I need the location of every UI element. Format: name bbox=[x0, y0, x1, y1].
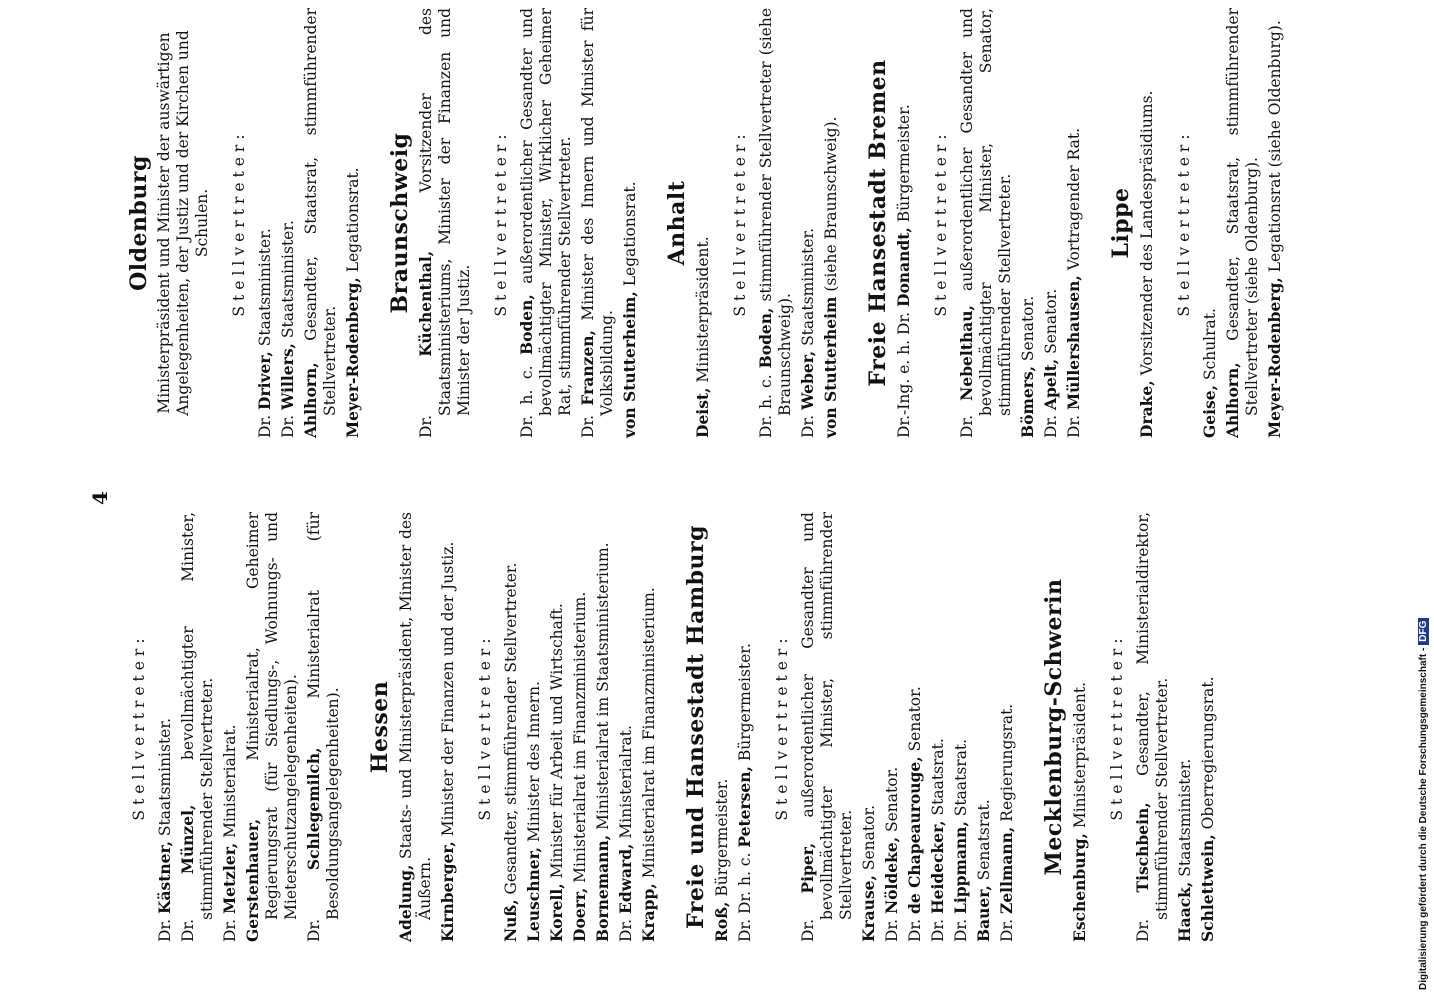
person-name: Meyer-Rodenberg, bbox=[1265, 277, 1284, 438]
person-entry bbox=[1265, 8, 1285, 438]
person-name: Adelung, bbox=[396, 864, 415, 942]
person-name: Bömers, bbox=[1018, 366, 1037, 438]
person-title: Ministerialrat im Staatsministerium. bbox=[594, 542, 612, 835]
entry-prefix: Dr. bbox=[256, 410, 274, 438]
person-title: Ministerialrat (für Besoldungsangelegenheiten). bbox=[305, 512, 342, 920]
person-entry bbox=[951, 512, 971, 942]
person-name: Lippmann, bbox=[951, 821, 970, 914]
person-title: Bürgermeister. bbox=[895, 104, 913, 228]
person-entry bbox=[1018, 8, 1038, 438]
person-name: Müllershausen, bbox=[1064, 275, 1083, 410]
deputies-subheading: Stellvertreter: bbox=[130, 633, 148, 821]
person-entry bbox=[693, 8, 713, 438]
person-title: Vortragender Rat. bbox=[1065, 127, 1083, 276]
entry-prefix: Dr. bbox=[1042, 410, 1060, 438]
person-name: Weber, bbox=[798, 350, 817, 410]
person-title: Ministerialrat im Finanzministerium. bbox=[640, 587, 658, 884]
person-title: Minister für Arbeit und Wirtschaft. bbox=[548, 603, 566, 884]
person-title: stimmführender Stellvertreter (siehe Braunschweig). bbox=[757, 8, 794, 416]
person-entry bbox=[798, 512, 856, 942]
person-title: Ministerpräsident. bbox=[694, 236, 712, 388]
person-title: Staatsminister. bbox=[256, 228, 274, 352]
person-name: Boden, bbox=[756, 307, 775, 369]
person-name: Edward, bbox=[616, 843, 635, 914]
person-name: Korell, bbox=[547, 883, 566, 942]
person-title: Staatsminister. bbox=[279, 220, 297, 344]
person-entry bbox=[255, 8, 275, 438]
entry-prefix: Dr. bbox=[1065, 410, 1083, 438]
deputies-subheading: Stellvertreter: bbox=[731, 129, 749, 317]
section-heading: Hessen bbox=[367, 680, 393, 774]
person-title: Ministerialrat im Finanzministerium. bbox=[571, 591, 589, 888]
person-name: Bornemann, bbox=[593, 834, 612, 942]
person-entry bbox=[1133, 512, 1172, 942]
person-title: Ministerialrat, Geheimer Regierungsrat (für Siedlungs-, Wohnungs- und Mieterschutzangelegenheiten). bbox=[244, 512, 300, 920]
section-heading: Oldenburg bbox=[126, 155, 152, 291]
person-entry bbox=[301, 8, 340, 438]
person-title: Gesandter, Staatsrat, stimmführender Stellvertreter. bbox=[302, 8, 339, 416]
person-entry bbox=[524, 512, 544, 942]
person-name: Ahlhorn, bbox=[1223, 362, 1242, 438]
person-title: Minister der Finanzen und der Justiz. bbox=[439, 541, 457, 842]
entry-prefix: Dr. bbox=[952, 914, 970, 942]
entry-prefix: Dr. bbox=[883, 914, 901, 942]
entry-prefix: Dr. bbox=[929, 914, 947, 942]
entry-prefix: Dr. bbox=[305, 870, 323, 942]
person-title: Senator. bbox=[883, 766, 901, 837]
entry-prefix: Dr.-Ing. e. h. Dr. bbox=[895, 306, 913, 438]
dfg-logo: DFG bbox=[1418, 618, 1429, 645]
person-name: Kirnberger, bbox=[438, 841, 457, 942]
section-heading: Freie Hansestadt Bremen bbox=[865, 59, 891, 387]
deputies-subheading: Stellvertreter: bbox=[1175, 129, 1193, 317]
person-name: Küchenthal, bbox=[416, 250, 435, 357]
person-name: Schlettwein, bbox=[1198, 834, 1217, 942]
entry-prefix: Dr. bbox=[179, 874, 197, 942]
person-entry bbox=[178, 512, 217, 942]
person-entry bbox=[620, 8, 640, 438]
person-entry bbox=[1064, 8, 1084, 438]
person-title: Legationsrat. bbox=[344, 167, 362, 278]
person-name: Kästner, bbox=[155, 841, 174, 914]
entry-prefix: Dr. bbox=[799, 893, 817, 942]
person-name: Tischbein, bbox=[1133, 802, 1152, 893]
person-title: Staats- und Ministerpräsident, Minister des Äußern. bbox=[397, 512, 434, 920]
person-entry bbox=[882, 512, 902, 942]
person-name: Bauer, bbox=[974, 885, 993, 942]
person-title: außerordentlicher Gesandter und bevollmächtigter Minister, Wirklicher Geheimer Rat, stimmführender Stellvertreter. bbox=[518, 8, 574, 416]
person-entry bbox=[517, 8, 575, 438]
entry-prefix: Dr. bbox=[958, 400, 976, 438]
person-title: Bürgermeister. bbox=[713, 778, 731, 902]
person-entry bbox=[957, 8, 1015, 438]
person-entry bbox=[639, 512, 659, 942]
person-entry bbox=[1200, 8, 1220, 438]
entry-prefix: Dr. h. c. bbox=[518, 354, 536, 438]
person-entry bbox=[798, 8, 818, 438]
person-entry bbox=[997, 512, 1017, 942]
deputies-subheading: Stellvertreter: bbox=[492, 129, 510, 317]
person-name: Eschenburg, bbox=[1070, 833, 1089, 942]
person-name: Ahlhorn, bbox=[301, 362, 320, 438]
person-name: Krapp, bbox=[639, 883, 658, 942]
person-entry bbox=[1070, 512, 1090, 942]
person-entry bbox=[894, 8, 914, 438]
page-number: 4 bbox=[88, 491, 112, 505]
person-title: außerordentlicher Gesandter und bevollmächtigter Minister, Senator, stimmführender Stellvertreter. bbox=[958, 8, 1014, 416]
entry-prefix: Dr. bbox=[617, 914, 635, 942]
entry-prefix: Dr. Dr. h. c. bbox=[736, 847, 754, 942]
person-title: Legationsrat. bbox=[621, 181, 639, 292]
person-entry bbox=[593, 512, 613, 942]
person-name: Nebelthau, bbox=[957, 305, 976, 401]
person-name: Franzen, bbox=[578, 330, 597, 406]
person-entry bbox=[438, 512, 458, 942]
credit-text: Digitalisierung gefördert durch die Deutsche Forschungsgemeinschaft - bbox=[1418, 647, 1429, 990]
person-title: Senator. bbox=[1042, 288, 1060, 359]
person-title: außerordentlicher Gesandter und bevollmächtigter Minister, stimmführender Stellvertreter. bbox=[799, 512, 855, 920]
person-title: Vorsitzender des Landespräsidiums. bbox=[1138, 90, 1156, 381]
person-entry bbox=[501, 512, 521, 942]
person-entry bbox=[220, 512, 240, 942]
person-title: Oberregierungsrat. bbox=[1199, 676, 1217, 835]
person-name: Petersen, bbox=[735, 766, 754, 848]
person-name: Piper, bbox=[798, 842, 817, 894]
person-entry bbox=[278, 8, 298, 438]
deputies-subheading: Stellvertreter: bbox=[773, 633, 791, 821]
person-entry bbox=[396, 512, 435, 942]
person-name: Driver, bbox=[255, 351, 274, 410]
person-entry bbox=[928, 512, 948, 942]
person-entry bbox=[547, 512, 567, 942]
person-title: Minister des Innern. bbox=[525, 681, 543, 847]
deputies-subheading: Stellvertreter: bbox=[932, 129, 950, 317]
person-title: Staatsrat. bbox=[952, 738, 970, 822]
person-entry bbox=[578, 8, 617, 438]
person-title: Regierungsrat. bbox=[998, 703, 1016, 827]
person-entry bbox=[616, 512, 636, 942]
entry-prefix: Dr. bbox=[279, 410, 297, 438]
person-title: Senator. bbox=[860, 804, 878, 876]
person-name: de Chapeaurouge, bbox=[905, 756, 924, 914]
person-entry bbox=[735, 512, 755, 942]
person-title: Ministerialrat. bbox=[221, 724, 239, 843]
section-heading: Lippe bbox=[1108, 187, 1134, 259]
person-title: Legationsrat (siehe Oldenburg). bbox=[1266, 20, 1284, 278]
entry-prefix: Dr. bbox=[156, 914, 174, 942]
person-entry bbox=[859, 512, 879, 942]
entry-prefix: Dr. bbox=[579, 405, 597, 438]
person-name: Geise, bbox=[1200, 385, 1219, 438]
person-name: Gerstenhauer, bbox=[243, 818, 262, 942]
person-title: Gesandter, Ministerialdirektor, stimmführender Stellvertreter. bbox=[1134, 512, 1171, 920]
person-title: Ministerpräsident. bbox=[1071, 681, 1089, 834]
entry-prefix: Dr. bbox=[221, 914, 239, 942]
person-name: Doerr, bbox=[570, 887, 589, 942]
person-entry bbox=[343, 8, 363, 438]
person-name: Schlegemilch, bbox=[304, 747, 323, 871]
person-title: Vorsitzender des Staatsministeriums, Minister der Finanzen und Minister der Justiz. bbox=[417, 8, 473, 416]
person-title: (siehe Braunschweig). bbox=[822, 116, 840, 297]
digitization-credit bbox=[1418, 10, 1429, 990]
person-title: bevollmächtigter Minister, stimmführender Stellvertreter. bbox=[179, 512, 216, 920]
person-name: von Stutterheim bbox=[821, 296, 840, 438]
deputies-subheading: Stellvertreter: bbox=[476, 633, 494, 821]
person-entry bbox=[1198, 512, 1218, 942]
person-title: Bürgermeister. bbox=[736, 643, 754, 767]
person-name: Krause, bbox=[859, 875, 878, 942]
person-name: Nuß, bbox=[501, 899, 520, 942]
person-entry bbox=[416, 8, 474, 438]
person-name: Heidecker, bbox=[928, 820, 947, 914]
person-title: Staatsrat. bbox=[929, 738, 947, 821]
person-name: Nöldeke, bbox=[882, 836, 901, 914]
person-entry bbox=[905, 512, 925, 942]
person-name: Meyer-Rodenberg, bbox=[343, 277, 362, 438]
person-title: Senatsrat. bbox=[975, 799, 993, 886]
entry-prefix: Dr. bbox=[998, 914, 1016, 942]
person-name: Deist, bbox=[693, 387, 712, 438]
person-entry bbox=[243, 512, 301, 942]
person-name: Haack, bbox=[1175, 881, 1194, 942]
section-heading: Anhalt bbox=[664, 180, 690, 266]
person-title: Ministerialrat. bbox=[617, 725, 635, 844]
person-name: Boden, bbox=[517, 294, 536, 355]
person-title: Schulrat. bbox=[1201, 308, 1219, 386]
person-title: Minister des Innern und Minister für Volksbildung. bbox=[579, 8, 616, 416]
person-title: Senator. bbox=[906, 686, 924, 757]
section-lead-text: Ministerpräsident und Minister der auswärtigen Angelegenheiten, der Justiz und der Kirchen und Schulen. bbox=[155, 30, 211, 416]
entry-prefix: Dr. bbox=[799, 410, 817, 438]
person-entry bbox=[570, 512, 590, 942]
person-entry bbox=[974, 512, 994, 942]
person-title: Staatsminister. bbox=[156, 718, 174, 842]
person-entry bbox=[1137, 8, 1157, 438]
person-title: Senator. bbox=[1019, 295, 1037, 366]
person-entry bbox=[712, 512, 732, 942]
person-name: Willers, bbox=[278, 343, 297, 410]
entry-prefix: Dr. bbox=[906, 914, 924, 942]
person-name: Münzel, bbox=[178, 804, 197, 875]
person-name: Donandt, bbox=[894, 227, 913, 307]
deputies-subheading: Stellvertreter: bbox=[1108, 633, 1126, 821]
person-entry bbox=[304, 512, 343, 942]
person-name: Roß, bbox=[712, 901, 731, 942]
left-column bbox=[130, 512, 1221, 942]
person-name: von Stutterheim, bbox=[620, 291, 639, 438]
person-name: Apelt, bbox=[1041, 358, 1060, 410]
person-entry bbox=[155, 512, 175, 942]
person-entry bbox=[756, 8, 795, 438]
section-heading: Mecklenburg-Schwerin bbox=[1041, 578, 1067, 876]
person-name: Zellmann, bbox=[997, 826, 1016, 914]
person-name: Drake, bbox=[1137, 380, 1156, 438]
right-column bbox=[126, 8, 1288, 438]
person-entry bbox=[821, 8, 841, 438]
entry-prefix: Dr. bbox=[417, 356, 435, 438]
person-entry bbox=[1175, 512, 1195, 942]
person-title: Gesandter, Staatsrat, stimmführender Stellvertreter (siehe Oldenburg). bbox=[1224, 8, 1261, 416]
deputies-subheading: Stellvertreter: bbox=[230, 129, 248, 317]
person-title: Staatsminister. bbox=[1176, 758, 1194, 882]
person-entry bbox=[1223, 8, 1262, 438]
section-heading: Freie und Hansestadt Hamburg bbox=[683, 525, 709, 929]
person-name: Leuschner, bbox=[524, 846, 543, 942]
person-title: Staatsminister. bbox=[799, 227, 817, 351]
person-title: Gesandter, stimmführender Stellvertreter. bbox=[502, 562, 520, 900]
entry-prefix: Dr. bbox=[1134, 892, 1152, 942]
person-name: Metzler, bbox=[220, 842, 239, 914]
entry-prefix: Dr. h. c. bbox=[757, 368, 775, 438]
section-heading: Braunschweig bbox=[387, 132, 413, 314]
person-entry bbox=[1041, 8, 1061, 438]
